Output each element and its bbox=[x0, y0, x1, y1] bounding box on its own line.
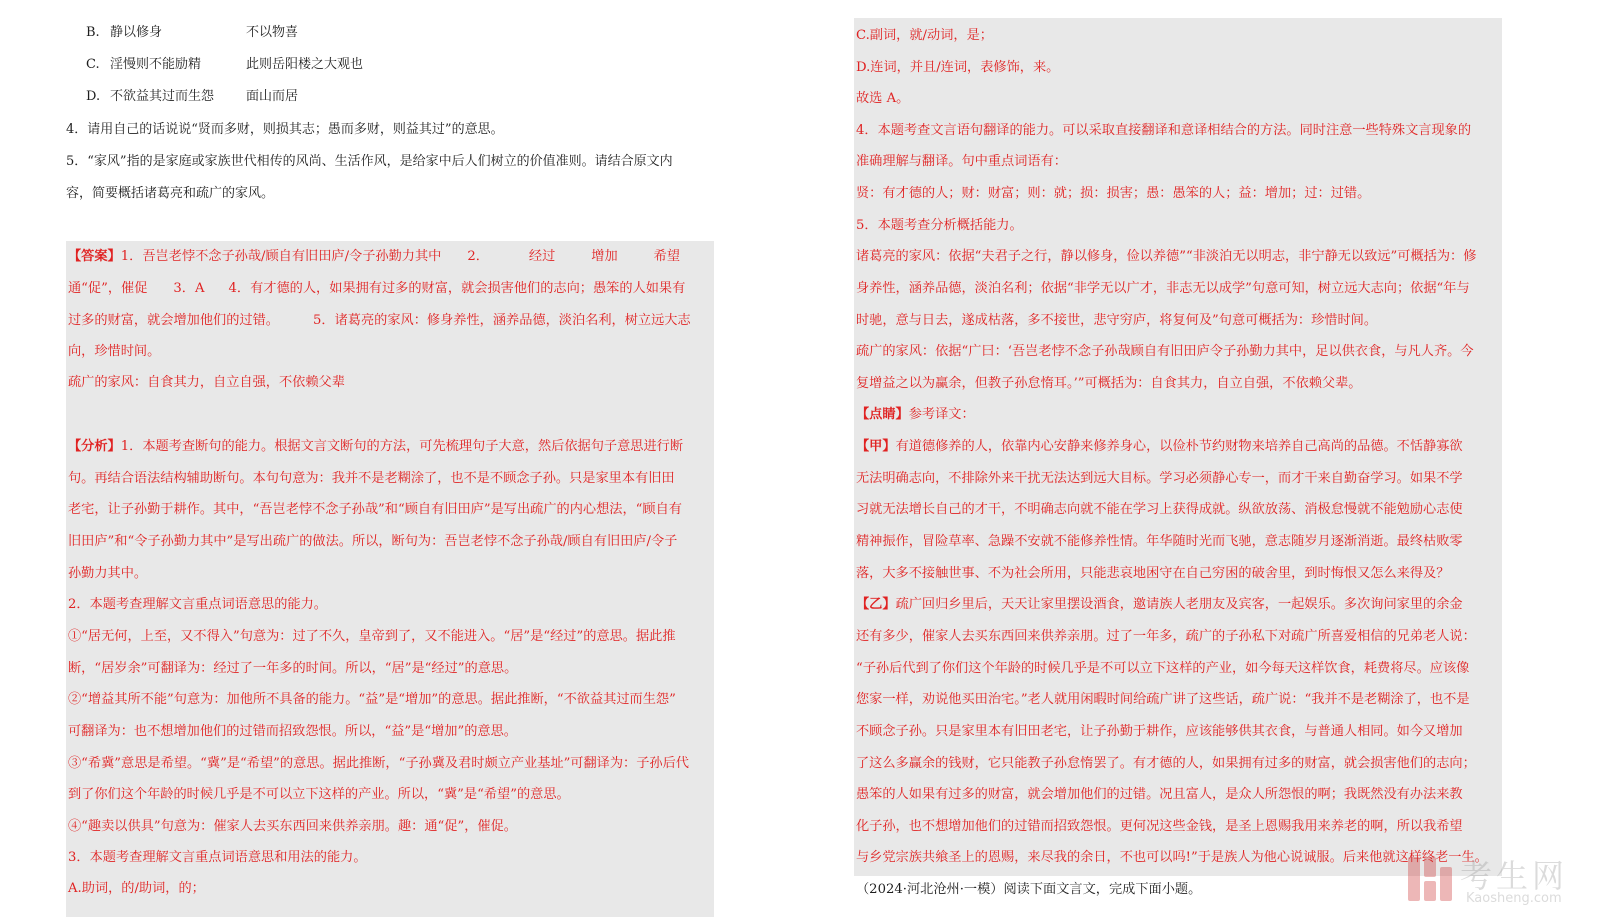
right-page bbox=[856, 0, 1536, 917]
watermark-url: Kaosheng.com bbox=[1466, 891, 1562, 906]
right-line-15: 无法明确志向，不排除外来干扰无法达到远大目标。学习必须静心专一，而才干来自勤奋学习。如果不学 bbox=[856, 471, 1463, 486]
answer-tag: 【答案】 bbox=[68, 249, 121, 264]
question-4: 4．请用自己的话说说“贤而多财，则损其志；愚而多财，则益其过”的意思。 bbox=[66, 122, 504, 137]
option-d bbox=[86, 87, 299, 107]
question-5-line-2: 容，简要概括诸葛亮和疏广的家风。 bbox=[66, 186, 275, 201]
right-line-23: 不顾念子孙。只是家里本有旧田老宅，让子孙勤于耕作，应该能够供其衣食，与普通人相同。如今又增加 bbox=[856, 724, 1463, 739]
right-line-4: 4．本题考查文言语句翻译的能力。可以采取直接翻译和意译相结合的方法。同时注意一些特殊文言现象的 bbox=[856, 123, 1472, 138]
right-line-7: 5．本题考查分析概括能力。 bbox=[856, 218, 1023, 233]
right-line-8: 诸葛亮的家风：依据“夫君子之行，静以修身，俭以养德”“非淡泊无以明志，非宁静无以致远”可概括为：修 bbox=[856, 249, 1477, 264]
option-text-a: 不欲益其过而生怨 bbox=[110, 89, 215, 104]
watermark-text: 考生网 bbox=[1460, 857, 1569, 895]
analysis-line-1: 【分析】1．本题考查断句的能力。根据文言文断句的方法，可先梳理句子大意，然后依据句子意思进行断 bbox=[68, 439, 684, 454]
analysis-line-5: 孙勤力其中。 bbox=[68, 566, 148, 581]
analysis-tag: 【分析】 bbox=[68, 439, 121, 454]
answer-line-2: 通“促”，催促 3．A 4．有才德的人，如果拥有过多的财富，就会损害他们的志向；愚笨的人如果有 bbox=[68, 281, 686, 296]
analysis-line-14: 3．本题考查理解文言重点词语意思和用法的能力。 bbox=[68, 850, 367, 865]
analysis-line-2: 句。再结合语法结构辅助断句。本句句意为：我并不是老糊涂了，也不是不顾念子孙。只是家里本有旧田 bbox=[68, 471, 675, 486]
right-line-6: 贤：有才德的人；财：财富；则：就；损：损害；愚：愚笨的人；益：增加；过：过错。 bbox=[856, 186, 1371, 201]
yi-tag: 【乙】 bbox=[856, 597, 896, 612]
analysis-line-9: ②“增益其所不能”句意为：加他所不具备的能力。“益”是“增加”的意思。据此推断，“不欲益其过而生怨” bbox=[68, 692, 676, 707]
analysis-line-10: 可翻译为：也不想增加他们的过错而招致怨恨。所以，“益”是“增加”的意思。 bbox=[68, 724, 517, 739]
analysis-line-6: 2．本题考查理解文言重点词语意思的能力。 bbox=[68, 597, 327, 612]
answer-line-3: 过多的财富，就会增加他们的过错。 5．诸葛亮的家风：修身养性，涵养品德，淡泊名利，树立远大志 bbox=[68, 313, 691, 328]
analysis-line-12: 到了你们这个年龄的时候几乎是不可以立下这样的产业。所以，“冀”是“希望”的意思。 bbox=[68, 787, 570, 802]
right-line-1: C.副词，就/动词，是； bbox=[856, 28, 993, 43]
right-line-27: 与乡党宗族共飨圣上的恩赐，来尽我的余日，不也可以吗!”于是族人为他心说诚服。后来他就这样终老一生。 bbox=[856, 850, 1488, 865]
option-label: D. bbox=[86, 89, 101, 104]
analysis-line-11: ③“希冀”意思是希望。“冀”是“希望”的意思。据此推断，“子孙冀及君时颇立产业基址”可翻译为：子孙后代 bbox=[68, 756, 689, 771]
right-line-21: “子孙后代到了你们这个年龄的时候几乎是不可以立下这样的产业，如今每天这样饮食，耗费将尽。应该像 bbox=[856, 661, 1470, 676]
right-line-22: 您家一样，劝说他买田治宅。”老人就用闲暇时间给疏广讲了这些话，疏广说：“我并不是老糊涂了，也不是 bbox=[856, 692, 1470, 707]
analysis-line-15: A.助词，的/助词，的； bbox=[68, 881, 205, 896]
answer-line-5: 疏广的家风：自食其力，自立自强，不依赖父辈 bbox=[68, 375, 345, 390]
option-text-b: 此则岳阳楼之大观也 bbox=[246, 57, 364, 72]
right-line-26: 化子孙，也不想增加他们的过错而招致怨恨。更何况这些金钱，是圣上恩赐我用来养老的啊，所以我希望 bbox=[856, 819, 1463, 834]
analysis-line-8: 断，“居岁余”可翻译为：经过了一年多的时间。所以，“居”是“经过”的意思。 bbox=[68, 661, 518, 676]
right-line-13: 【点睛】参考译文： bbox=[856, 407, 975, 422]
answer-line-1: 【答案】1．吾岂老悖不念子孙哉/顾自有旧田庐/令子孙勤力其中 2． 经过 增加 希望 bbox=[68, 249, 681, 264]
option-label: C. bbox=[86, 57, 100, 72]
right-line-5: 准确理解与翻译。句中重点词语有： bbox=[856, 154, 1067, 169]
right-line-18: 落，大多不接触世事、不为社会所用，只能悲哀地困守在自己穷困的破舍里，到时悔恨又怎么来得及？ bbox=[856, 566, 1450, 581]
right-line-2: D.连词，并且/连词，表修饰，来。 bbox=[856, 60, 1060, 75]
right-line-16: 习就无法增长自己的才干，不明确志向就不能在学习上获得成就。纵欲放荡、消极怠慢就不能勉励心志使 bbox=[856, 502, 1463, 517]
option-label: B. bbox=[86, 25, 100, 40]
left-page bbox=[0, 0, 760, 917]
answer-line-4: 向，珍惜时间。 bbox=[68, 344, 161, 359]
option-text-b: 面山而居 bbox=[246, 89, 299, 104]
jia-tag: 【甲】 bbox=[856, 439, 896, 454]
analysis-line-3: 老宅，让子孙勤于耕作。其中，“吾岂老悖不念子孙哉”和“顾自有旧田庐”是写出疏广的内心想法，“顾自有 bbox=[68, 502, 682, 517]
right-line-9: 身养性，涵养品德，淡泊名利；依据“非学无以广才，非志无以成学”句意可知，树立远大志向；依据“年与 bbox=[856, 281, 1470, 296]
analysis-line-7: ①“居无何，上至，又不得入”句意为：过了不久，皇帝到了，又不能进入。“居”是“经过”的意思。据此推 bbox=[68, 629, 676, 644]
option-c bbox=[86, 55, 364, 75]
source-line: （2024·河北沧州·一模）阅读下面文言文，完成下面小题。 bbox=[856, 882, 1202, 897]
option-text-b: 不以物喜 bbox=[246, 25, 299, 40]
right-line-17: 精神振作，冒险草率、急躁不安就不能修养性情。年华随时光而飞驰，意志随岁月逐渐消逝。最终枯败零 bbox=[856, 534, 1463, 549]
option-b bbox=[86, 23, 299, 43]
analysis-line-13: ④“趣卖以供具”句意为：催家人去买东西回来供养亲朋。趣：通“促”，催促。 bbox=[68, 819, 517, 834]
right-line-20: 还有多少，催家人去买东西回来供养亲朋。过了一年多，疏广的子孙私下对疏广所喜爱相信的兄弟老人说： bbox=[856, 629, 1476, 644]
right-line-3: 故选 A。 bbox=[856, 91, 910, 106]
right-line-14: 【甲】有道德修养的人，依靠内心安静来修养身心，以俭朴节约财物来培养自己高尚的品德。不恬静寡欲 bbox=[856, 439, 1463, 454]
right-line-12: 复增益之以为赢余，但教子孙怠惰耳。’”可概括为：自食其力，自立自强，不依赖父辈。 bbox=[856, 376, 1362, 391]
right-line-24: 了这么多赢余的钱财，它只能教子孙怠惰罢了。有才德的人，如果拥有过多的财富，就会损害他们的志向； bbox=[856, 756, 1476, 771]
dianjing-tag: 【点睛】 bbox=[856, 407, 909, 422]
right-line-19: 【乙】疏广回归乡里后，天天让家里摆设酒食，邀请族人老朋友及宾客，一起娱乐。多次询问家里的余金 bbox=[856, 597, 1463, 612]
analysis-line-4: 旧田庐”和“令子孙勤力其中”是写出疏广的做法。所以，断句为：吾岂老悖不念子孙哉/顾自有旧田庐/令子 bbox=[68, 534, 678, 549]
option-text-a: 淫慢则不能励精 bbox=[110, 57, 202, 72]
right-line-25: 愚笨的人如果有过多的财富，就会增加他们的过错。况且富人，是众人所怨恨的啊；我既然没有办法来教 bbox=[856, 787, 1463, 802]
answer-shade bbox=[66, 241, 714, 917]
right-line-10: 时驰，意与日去，遂成枯落，多不接世，悲守穷庐，将复何及”句意可概括为：珍惜时间。 bbox=[856, 313, 1378, 328]
option-text-a: 静以修身 bbox=[110, 25, 163, 40]
right-line-11: 疏广的家风：依据“广曰：‘吾岂老悖不念子孙哉顾自有旧田庐令子孙勤力其中，足以供衣食，与凡人齐。今 bbox=[856, 344, 1474, 359]
question-5-line-1: 5．“家风”指的是家庭或家族世代相传的风尚、生活作风，是给家中后人们树立的价值准则。请结合原文内 bbox=[66, 154, 673, 169]
